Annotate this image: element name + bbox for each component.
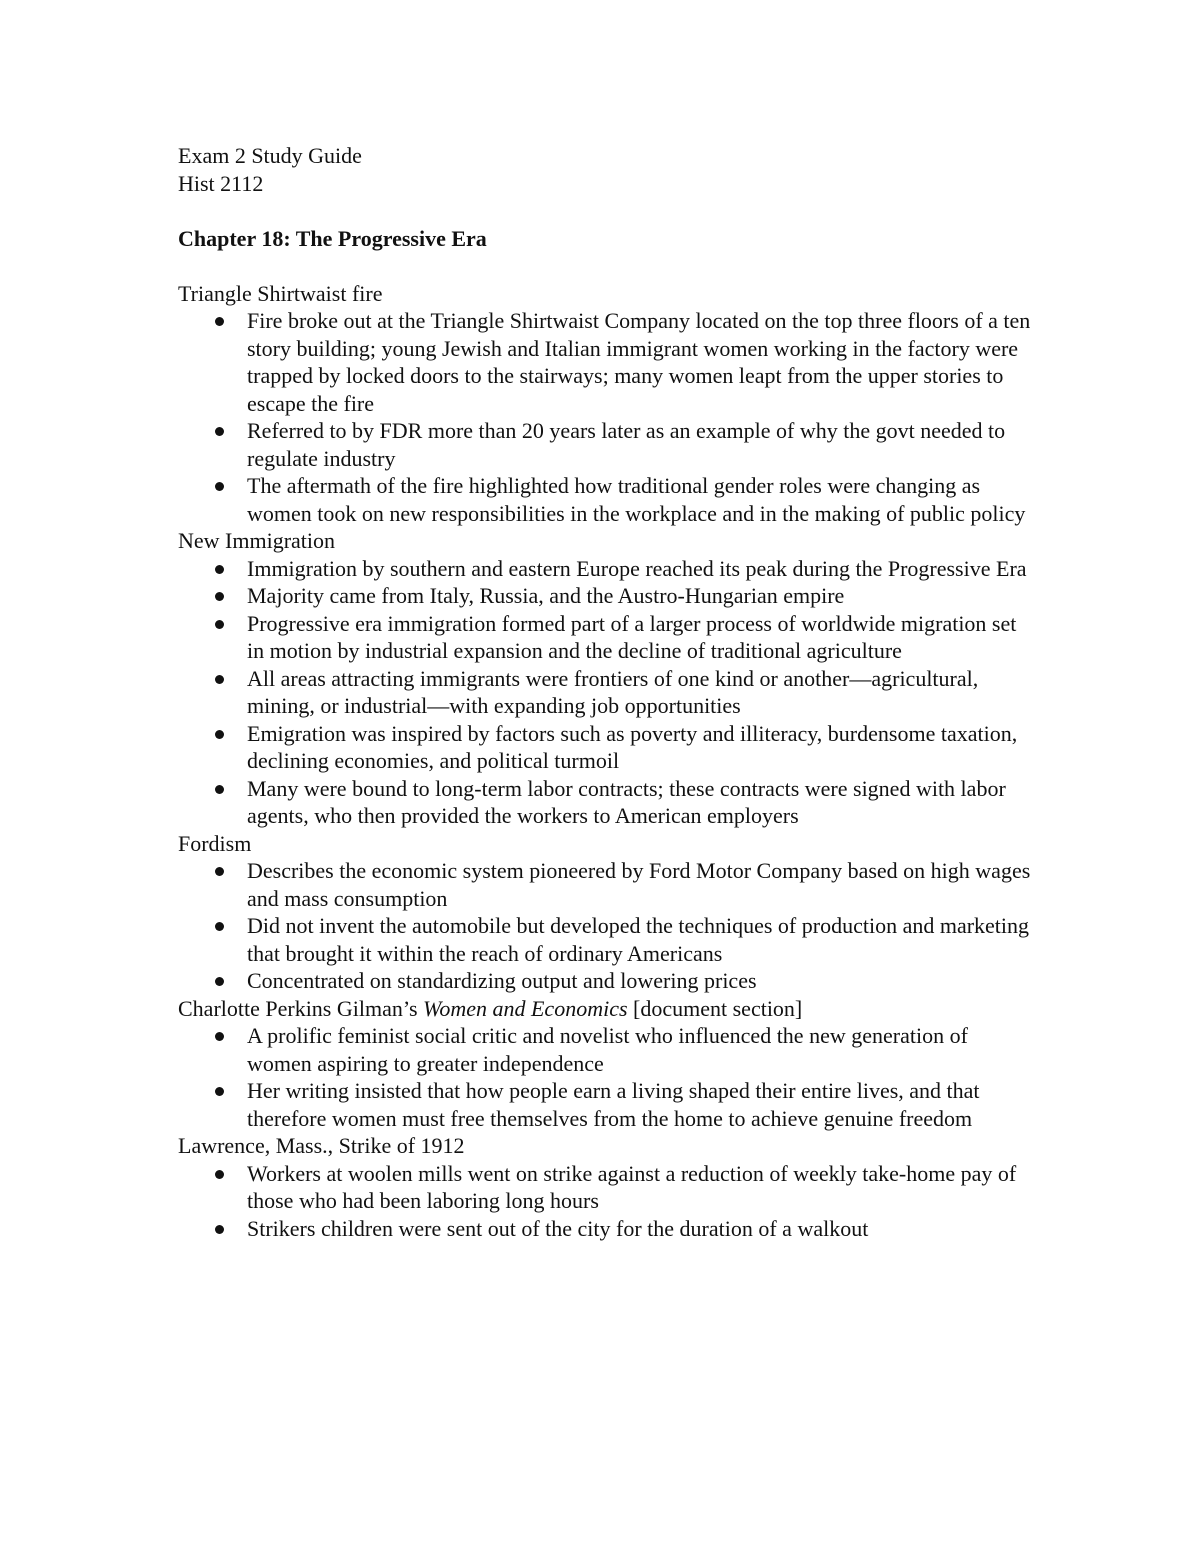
bullet-text: Majority came from Italy, Russia, and the Austro-Hungarian empire: [247, 583, 845, 608]
topic-suffix: [document section]: [627, 995, 803, 1021]
list-item: [247, 1215, 1038, 1243]
bullet-icon: [215, 1032, 224, 1041]
bullet-icon: [215, 565, 224, 574]
section-topic: New Immigration: [178, 528, 336, 553]
bullet-icon: [215, 922, 224, 931]
list-item: [247, 857, 1038, 912]
bullet-icon: [215, 482, 224, 491]
bullet-icon: [215, 867, 224, 876]
bullet-text: Progressive era immigration formed part of a larger process of worldwide migration set in motion by industrial expansion and the decline of traditional agriculture: [247, 610, 1017, 663]
bullet-list: [178, 857, 1038, 995]
spacer: [178, 197, 1038, 225]
bullet-icon: [215, 620, 224, 629]
study-guide-page: [178, 142, 1038, 1242]
list-item: [247, 472, 1038, 527]
section-lawrence-strike: [178, 1132, 1038, 1242]
list-item: [247, 912, 1038, 967]
bullet-text: Describes the economic system pioneered by Ford Motor Company based on high wages and mass consumption: [247, 858, 1031, 911]
bullet-list: [178, 555, 1038, 830]
bullet-text: Her writing insisted that how people earn a living shaped their entire lives, and that therefore women must free themselves from the home to achieve genuine freedom: [247, 1078, 980, 1131]
bullet-text: Emigration was inspired by factors such as poverty and illiteracy, burdensome taxation, declining economies, and political turmoil: [247, 720, 1018, 773]
bullet-text: Many were bound to long-term labor contracts; these contracts were signed with labor agents, who then provided the workers to American employers: [247, 775, 1006, 828]
bullet-text: Concentrated on standardizing output and lowering prices: [247, 968, 757, 993]
bullet-icon: [215, 1225, 224, 1234]
bullet-list: [178, 1160, 1038, 1243]
bullet-list: [178, 1022, 1038, 1132]
section-gilman-women-and-economics: [178, 995, 1038, 1133]
document-title: Exam 2 Study Guide: [178, 143, 362, 168]
bullet-text: A prolific feminist social critic and novelist who influenced the new generation of women aspiring to greater independence: [247, 1023, 968, 1076]
section-fordism: [178, 830, 1038, 995]
bullet-list: [178, 307, 1038, 527]
bullet-icon: [215, 785, 224, 794]
bullet-text: Strikers children were sent out of the city for the duration of a walkout: [247, 1215, 869, 1241]
book-title: Women and Economics: [423, 995, 628, 1021]
section-triangle-shirtwaist-fire: [178, 280, 1038, 528]
list-item: [247, 665, 1038, 720]
bullet-icon: [215, 977, 224, 986]
bullet-icon: [215, 730, 224, 739]
list-item: [247, 582, 1038, 610]
list-item: [247, 1077, 1038, 1132]
list-item: [247, 417, 1038, 472]
spacer: [178, 252, 1038, 280]
bullet-icon: [215, 675, 224, 684]
list-item: [247, 610, 1038, 665]
bullet-text: Fire broke out at the Triangle Shirtwaist Company located on the top three floors of a ten story building; young Jewish and Italian immigrant women working in the factory were trapped by locked doors to the stairways; many women leapt from the upper stories to escape the fire: [247, 308, 1031, 416]
bullet-icon: [215, 1087, 224, 1096]
bullet-text: The aftermath of the fire highlighted how traditional gender roles were changing as women took on new responsibilities in the workplace and in the making of public policy: [247, 473, 1026, 526]
section-topic: Fordism: [178, 830, 252, 856]
bullet-text: Did not invent the automobile but developed the techniques of production and marketing that brought it within the reach of ordinary Americans: [247, 913, 1030, 966]
bullet-icon: [215, 592, 224, 601]
section-topic: Triangle Shirtwaist fire: [178, 280, 383, 306]
bullet-text: All areas attracting immigrants were frontiers of one kind or another—agricultural, mining, or industrial—with expanding job opportunities: [247, 665, 979, 718]
list-item: [247, 555, 1038, 583]
list-item: [247, 1022, 1038, 1077]
list-item: [247, 967, 1038, 995]
bullet-text: Immigration by southern and eastern Europe reached its peak during the Progressive Era: [247, 555, 1027, 581]
list-item: [247, 307, 1038, 417]
topic-prefix: Charlotte Perkins Gilman’s: [178, 995, 424, 1021]
bullet-icon: [215, 317, 224, 326]
list-item: [247, 1160, 1038, 1215]
course-code: Hist 2112: [178, 170, 264, 196]
bullet-text: Referred to by FDR more than 20 years later as an example of why the govt needed to regulate industry: [247, 418, 1006, 471]
section-new-immigration: [178, 527, 1038, 830]
bullet-icon: [215, 1170, 224, 1179]
list-item: [247, 775, 1038, 830]
bullet-text: Workers at woolen mills went on strike against a reduction of weekly take-home pay of those who had been laboring long hours: [247, 1160, 1017, 1213]
list-item: [247, 720, 1038, 775]
chapter-heading: Chapter 18: The Progressive Era: [178, 225, 487, 251]
section-topic: [178, 995, 1038, 1023]
section-topic: Lawrence, Mass., Strike of 1912: [178, 1133, 465, 1158]
bullet-icon: [215, 427, 224, 436]
